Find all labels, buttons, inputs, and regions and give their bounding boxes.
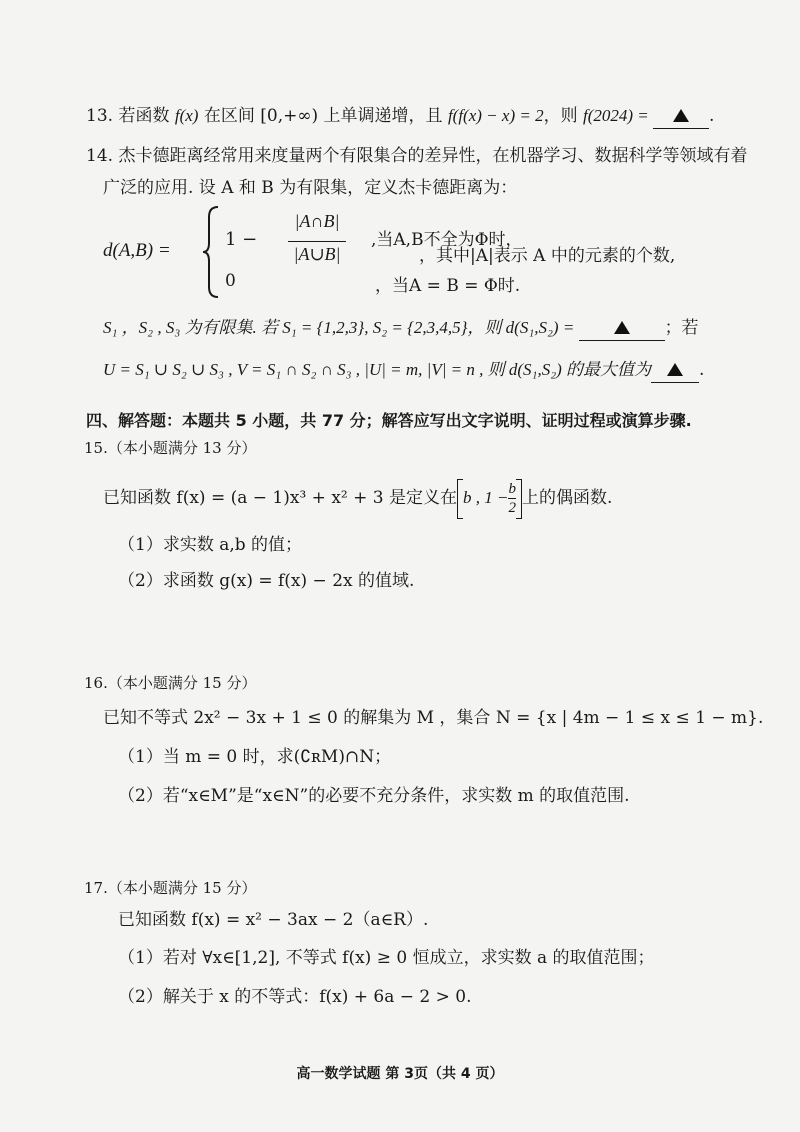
question-17-head: 17.（本小题满分 15 分） bbox=[84, 879, 257, 897]
q13-condition: f(f(x) − x) = 2 bbox=[447, 106, 544, 125]
case-2-condition: ，当A = B = Φ时. bbox=[375, 276, 521, 296]
question-15-head: 15.（本小题满分 13 分） bbox=[84, 439, 257, 457]
question-17-stem: 已知函数 f(x) = x² − 3ax − 2（a∈R）. bbox=[118, 910, 429, 930]
question-14-line3 bbox=[103, 316, 699, 341]
jaccard-fraction bbox=[255, 211, 379, 272]
q15-stem-b: 上的偶函数. bbox=[521, 488, 613, 508]
question-13 bbox=[86, 104, 714, 129]
q15-interval: b , 1 − bbox=[463, 488, 509, 507]
q14-union: U = S₁ ∪ S₂ ∪ S₃ , V = S₁ ∩ S₂ ∩ S₃ , |U| = m, |V| = n , 则 d(S₁,S₂) 的最大值为 bbox=[103, 360, 652, 379]
question-16-part1: （1）当 m = 0 时，求(∁ʀM)∩N； bbox=[118, 747, 392, 767]
answer-blank-14a[interactable] bbox=[579, 316, 665, 341]
question-15-stem bbox=[103, 478, 612, 519]
case-2-value: 0 bbox=[225, 271, 236, 291]
section-4-title: 四、解答题：本题共 5 小题，共 77 分；解答应写出文字说明、证明过程或演算步骤. bbox=[86, 411, 692, 430]
q14-sets: S₁ ，S₂ , S₃ 为有限集. 若 S₁ = {1,2,3}, S₂ = {2,3,4,5}，则 d(S₁,S₂) = bbox=[103, 318, 579, 337]
q13-interval: 在区间 [0,+∞) 上单调递增，且 bbox=[198, 106, 448, 126]
question-17-part1: （1）若对 ∀x∈[1,2], 不等式 f(x) ≥ 0 恒成立，求实数 a 的取值范围； bbox=[118, 948, 655, 968]
question-17-part2: （2）解关于 x 的不等式：f(x) + 6a − 2 > 0. bbox=[118, 987, 472, 1007]
fraction-denominator: |A∪B| bbox=[293, 244, 341, 264]
q13-fx: f(x) bbox=[174, 106, 199, 125]
b-over-2-fraction bbox=[508, 480, 516, 517]
q13-text: 13. 若函数 bbox=[86, 106, 175, 126]
q15-stem-a: 已知函数 f(x) = (a − 1)x³ + x² + 3 是定义在 bbox=[103, 488, 457, 508]
left-brace-icon bbox=[201, 205, 221, 299]
q13-then: ，则 bbox=[543, 106, 583, 126]
question-15-part2: （2）求函数 g(x) = f(x) − 2x 的值域. bbox=[118, 571, 415, 591]
frac-den: 2 bbox=[508, 500, 516, 516]
question-16-stem: 已知不等式 2x² − 3x + 1 ≤ 0 的解集为 M ，集合 N = {x | 4m − 1 ≤ x ≤ 1 − m}. bbox=[103, 708, 764, 728]
q13-end: . bbox=[709, 106, 715, 126]
question-14-line2: 广泛的应用. 设 A 和 B 为有限集，定义杰卡德距离为： bbox=[103, 178, 518, 198]
q14-if: ；若 bbox=[664, 318, 699, 338]
question-14-line4 bbox=[103, 358, 704, 383]
fraction-bar bbox=[288, 241, 346, 242]
question-14-line1: 14. 杰卡德距离经常用来度量两个有限集合的差异性，在机器学习、数据科学等领域有着 bbox=[86, 146, 748, 166]
answer-blank-13[interactable] bbox=[653, 104, 709, 129]
one-minus: 1 − bbox=[225, 229, 258, 250]
triangle-icon bbox=[673, 109, 689, 122]
question-16-head: 16.（本小题满分 15 分） bbox=[84, 674, 257, 692]
cardinality-note: ，其中|A|表示 A 中的元素的个数, bbox=[419, 246, 676, 266]
answer-blank-14b[interactable] bbox=[651, 358, 699, 383]
fraction-numerator: |A∩B| bbox=[294, 211, 340, 231]
triangle-icon bbox=[614, 321, 630, 334]
jaccard-definition bbox=[103, 205, 703, 300]
triangle-icon bbox=[667, 363, 683, 376]
page-footer: 高一数学试题 第 3页（共 4 页） bbox=[296, 1066, 504, 1082]
frac-num: b bbox=[508, 481, 516, 497]
question-16-part2: （2）若“x∈M”是“x∈N”的必要不充分条件，求实数 m 的取值范围. bbox=[118, 786, 630, 806]
jaccard-lhs: d(A,B) = bbox=[103, 240, 171, 261]
question-15-part1: （1）求实数 a,b 的值； bbox=[118, 535, 303, 555]
q14-end: . bbox=[699, 360, 705, 380]
q13-ask: f(2024) = bbox=[582, 106, 654, 125]
case-1-condition: ,当A,B不全为Φ时， bbox=[371, 230, 523, 250]
